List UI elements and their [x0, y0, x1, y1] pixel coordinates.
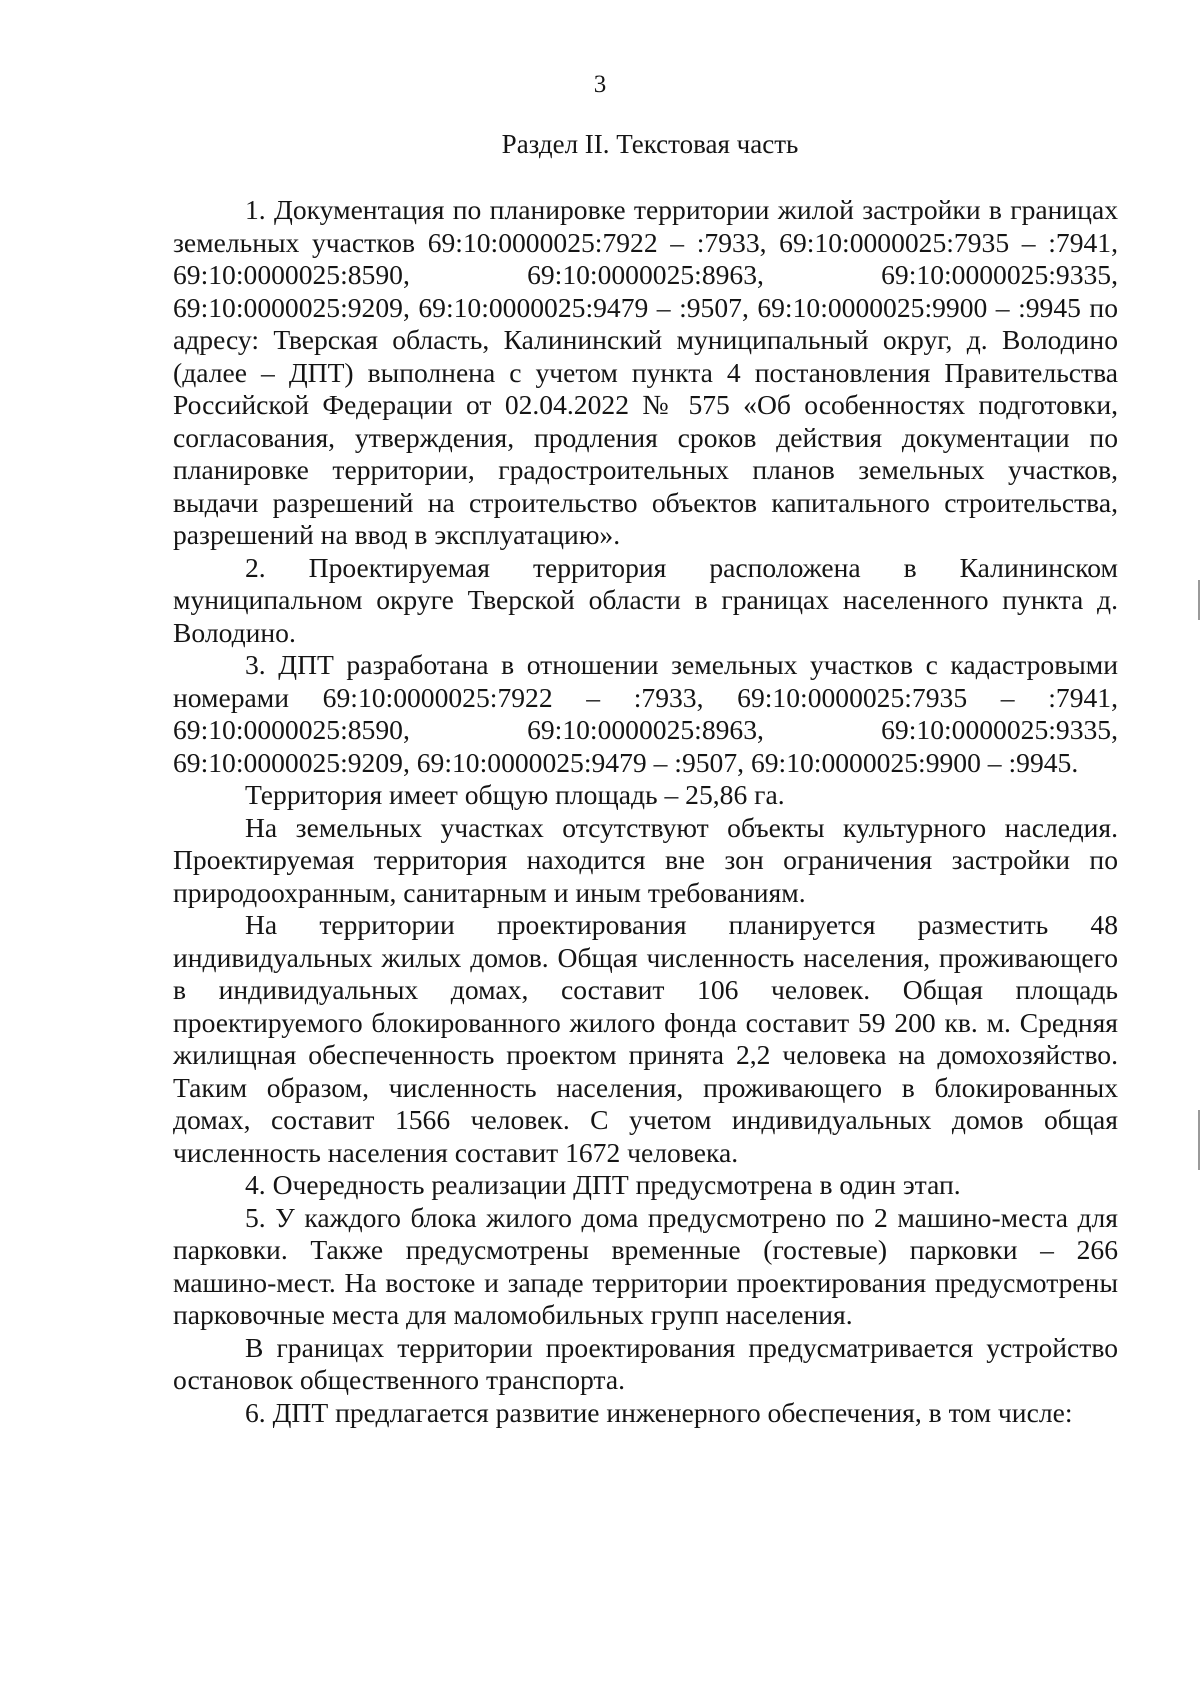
paragraph-transport: В границах территории проектирования предусматривается устройство остановок общественного транспорта.	[173, 1331, 1118, 1395]
section-title: Раздел II. Текстовая часть	[501, 129, 799, 159]
paragraph-1: 1. Документация по планировке территории жилой застройки в границах земельных участков 69:10:0000025:7922 – :7933, 69:10:0000025:7935 – :7941, 69:10:0000025:8590, 69:10:0000025:8963, 69:10:0000025:9335, 69:10:0000025:9209, 69:10:0000025:9479 – :9507, 69:10:0000025:9900 – :9945 по адресу: Тверская область, Калининский муниципальный округ, д. Володино (далее – ДПТ) выполнена с учетом пункта 4 постановления Правительства Российской Федерации от 02.04.2022 № 575 «Об особенностях подготовки, согласования, утверждения, продления сроков действия документации по планировке территории, градостроительных планов земельных участков, выдачи разрешений на строительство объектов капитального строительства, разрешений на ввод в эксплуатацию».	[173, 194, 1118, 550]
paragraph-3: 3. ДПТ разработана в отношении земельных участков с кадастровыми номерами 69:10:0000025:7922 – :7933, 69:10:0000025:7935 – :7941, 69:10:0000025:8590, 69:10:0000025:8963, 69:10:0000025:9335, 69:10:0000025:9209, 69:10:0000025:9479 – :9507, 69:10:0000025:9900 – :9945.	[173, 649, 1118, 778]
paragraph-population: На территории проектирования планируется разместить 48 индивидуальных жилых домов. Общая численность населения, проживающего в индивидуальных домах, составит 106 человек. Общая площадь проектируемого блокированного жилого фонда составит 59 200 кв. м. Средняя жилищная обеспеченность проектом принята 2,2 человека на домохозяйство. Таким образом, численность населения, проживающего в блокированных домах, составит 1566 человек. С учетом индивидуальных домов общая численность населения составит 1672 человека.	[173, 909, 1118, 1168]
paragraph-area: Территория имеет общую площадь – 25,86 га.	[245, 779, 785, 810]
paragraph-4: 4. Очередность реализации ДПТ предусмотрена в один этап.	[245, 1169, 961, 1200]
paragraph-5: 5. У каждого блока жилого дома предусмотрено по 2 машино-места для парковки. Также предусмотрены временные (гостевые) парковки – 266 машино-мест. На востоке и западе территории проектирования предусмотрены парковочные места для маломобильных групп населения.	[173, 1201, 1118, 1330]
body-text	[173, 194, 1118, 1429]
paragraph-6: 6. ДПТ предлагается развитие инженерного обеспечения, в том числе:	[245, 1396, 1073, 1428]
paragraph-2: 2. Проектируемая территория расположена в Калининском муниципальном округе Тверской области в границах населенного пункта д. Володино.	[173, 551, 1118, 648]
paragraph-heritage: На земельных участках отсутствуют объекты культурного наследия. Проектируемая территория находится вне зон ограничения застройки по природоохранным, санитарным и иным требованиям.	[173, 811, 1118, 908]
page-number: 3	[593, 71, 607, 98]
